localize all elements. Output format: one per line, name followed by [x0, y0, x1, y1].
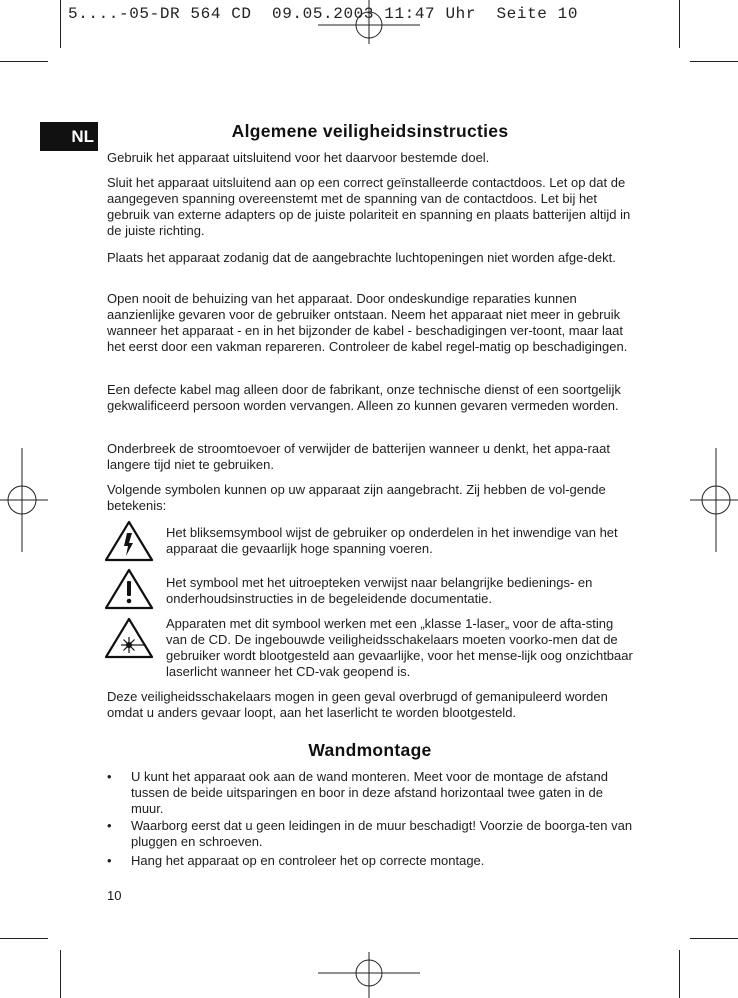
page-number: 10: [107, 888, 122, 903]
laser-warning-icon: [104, 617, 154, 659]
paragraph: Open nooit de behuizing van het apparaat. Door ondeskundige reparaties kunnen aanzienlijke gevaren voor de gebruiker ontstaan. Neem het apparaat niet meer in gebruik wanneer het apparaat - en in het bijzonder de kabel - beschadigingen ver-toont, maar laat het eerst door een vakman repareren. Controleer de kabel regel-matig op beschadigingen.: [107, 291, 628, 354]
paragraph: Volgende symbolen kunnen op uw apparaat zijn aangebracht. Zij hebben de vol-gende betekenis:: [107, 482, 606, 513]
paragraph: Plaats het apparaat zodanig dat de aangebrachte luchtopeningen niet worden afge-dekt.: [107, 250, 616, 265]
registration-mark-left-icon: [0, 448, 48, 552]
symbol-description: Apparaten met dit symbool werken met een „klasse 1-laser„ voor de afta-sting van de CD. De ingebouwde veiligheidsschakelaars moeten voorko-men dat de gebruiker wordt blootgesteld aan gevaarlijke, voor het mense-lijk oog onzichtbaar laserlicht wanneer het CD-vak geopend is.: [166, 616, 633, 679]
exclamation-warning-icon: [104, 568, 154, 610]
registration-mark-top-icon: [318, 0, 420, 44]
print-header-line: 5....-05-DR 564 CD 09.05.2003 11:47 Uhr Seite 10: [68, 5, 579, 23]
language-tab: NL: [40, 122, 98, 151]
section-title-wall-mounting: Wandmontage: [308, 740, 432, 760]
registration-mark-bottom-icon: [318, 952, 420, 998]
paragraph: Onderbreek de stroomtoevoer of verwijder de batterijen wanneer u denkt, het appa-raat langere tijd niet te gebruiken.: [107, 441, 610, 472]
paragraph: Gebruik het apparaat uitsluitend voor het daarvoor bestemde doel.: [107, 150, 490, 165]
symbol-description: Het bliksemsymbool wijst de gebruiker op onderdelen in het inwendige van het apparaat die gevaarlijk hoge spanning voeren.: [166, 525, 618, 556]
paragraph: Sluit het apparaat uitsluitend aan op een correct geïnstalleerde contactdoos. Let op dat de aangegeven spanning overeenstemt met de spanning van de contactdoos. Let bij het gebruik van externe adapters op de juiste polariteit en spanning en plaats batterijen altijd in de juiste richting.: [107, 175, 631, 238]
paragraph: Deze veiligheidsschakelaars mogen in geen geval overbrugd of gemanipuleerd worden omdat u anders gevaar loopt, aan het laserlicht te worden blootgesteld.: [107, 689, 608, 720]
paragraph: Een defecte kabel mag alleen door de fabrikant, onze technische dienst of een soortgelijk gekwalificeerd persoon worden vervangen. Alleen zo kunnen gevaren vermeden worden.: [107, 382, 621, 413]
registration-mark-right-icon: [690, 448, 738, 552]
section-title-safety: Algemene veiligheidsinstructies: [231, 121, 509, 141]
symbol-description: Het symbool met het uitroepteken verwijst naar belangrijke bedienings- en onderhoudsinstructies in de begeleidende documentatie.: [166, 575, 593, 606]
lightning-warning-icon: [104, 520, 154, 562]
